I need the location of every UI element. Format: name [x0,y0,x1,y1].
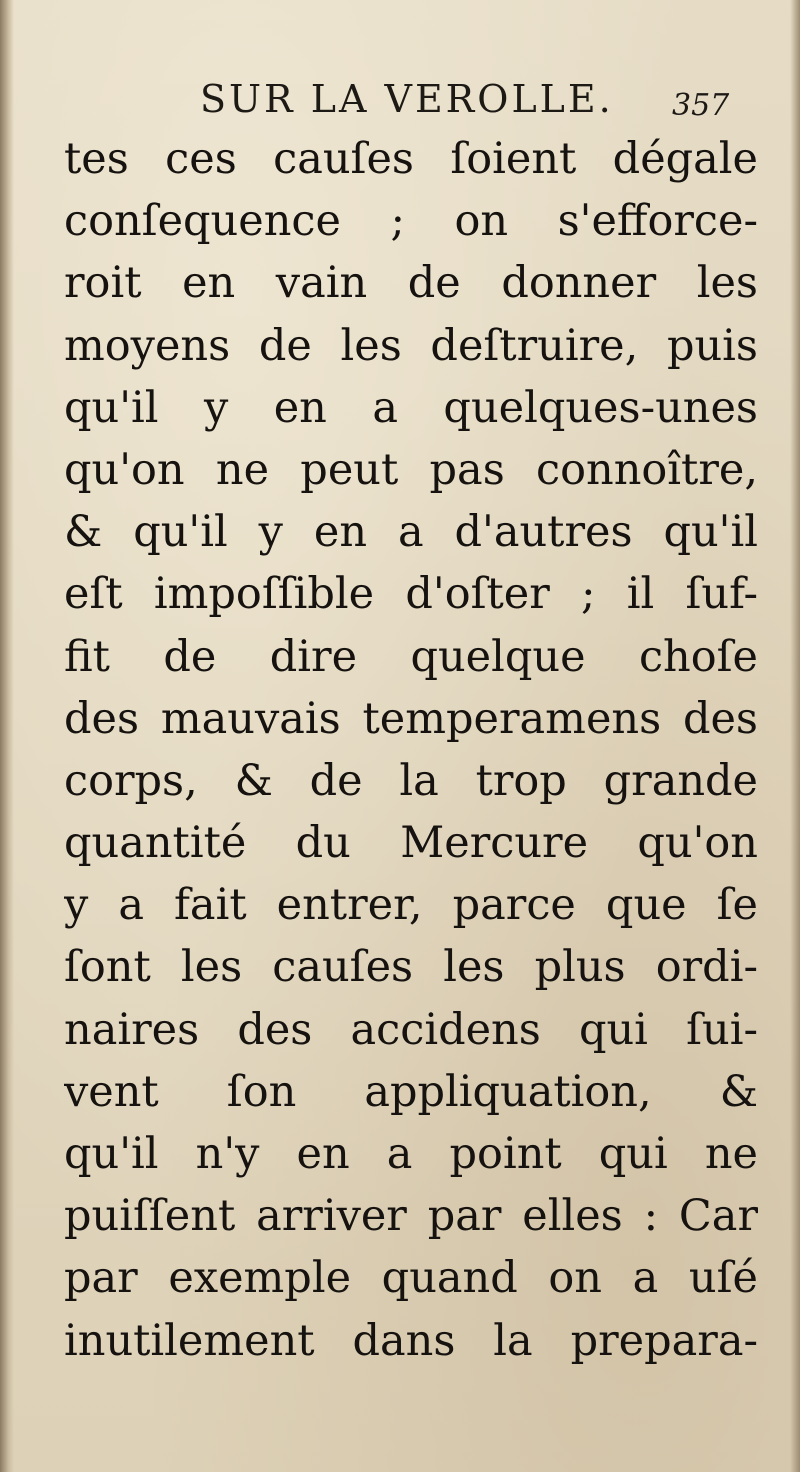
body-text [64,128,758,1372]
text-line: quantité du Mercure qu'on [64,818,758,869]
text-line: moyens de les deſtruire, puis [64,320,758,371]
text-line: par exemple quand on a uſé [64,1253,758,1304]
text-line: tes ces cauſes ſoient dégale [64,134,758,184]
text-line: qu'on ne peut pas connoître, [64,444,758,495]
text-line: corps, & de la trop grande [64,755,758,806]
text-line: qu'il n'y en a point qui ne [64,1129,758,1179]
text-line: puiſſent arriver par elles : Car [64,1191,758,1242]
text-line: ſont les cauſes les plus ordi- [64,942,758,993]
text-line: eſt impoſſible d'oſter ; il ſuf- [64,569,758,620]
text-line: qu'il y en a quelques-unes [64,382,758,433]
text-line: conſequence ; on s'efforce- [64,196,758,247]
running-head: SUR LA VEROLLE. [200,77,614,121]
text-line: fit de dire quelque choſe [64,631,758,682]
text-line: des mauvais temperamens des [64,693,758,744]
page-edge-shadow-left [0,0,14,1472]
text-line: y a fait entrer, parce que ſe [64,880,758,931]
page-number: 357 [672,88,730,123]
page-edge-shadow-right [790,0,800,1472]
text-line: inutilement dans la prepara- [64,1315,758,1366]
page-header [0,74,800,134]
text-line: naires des accidens qui ſui- [64,1004,758,1055]
text-line: & qu'il y en a d'autres qu'il [64,507,758,558]
text-line: roit en vain de donner les [64,258,758,309]
text-line: vent ſon appliquation, & [64,1066,758,1117]
